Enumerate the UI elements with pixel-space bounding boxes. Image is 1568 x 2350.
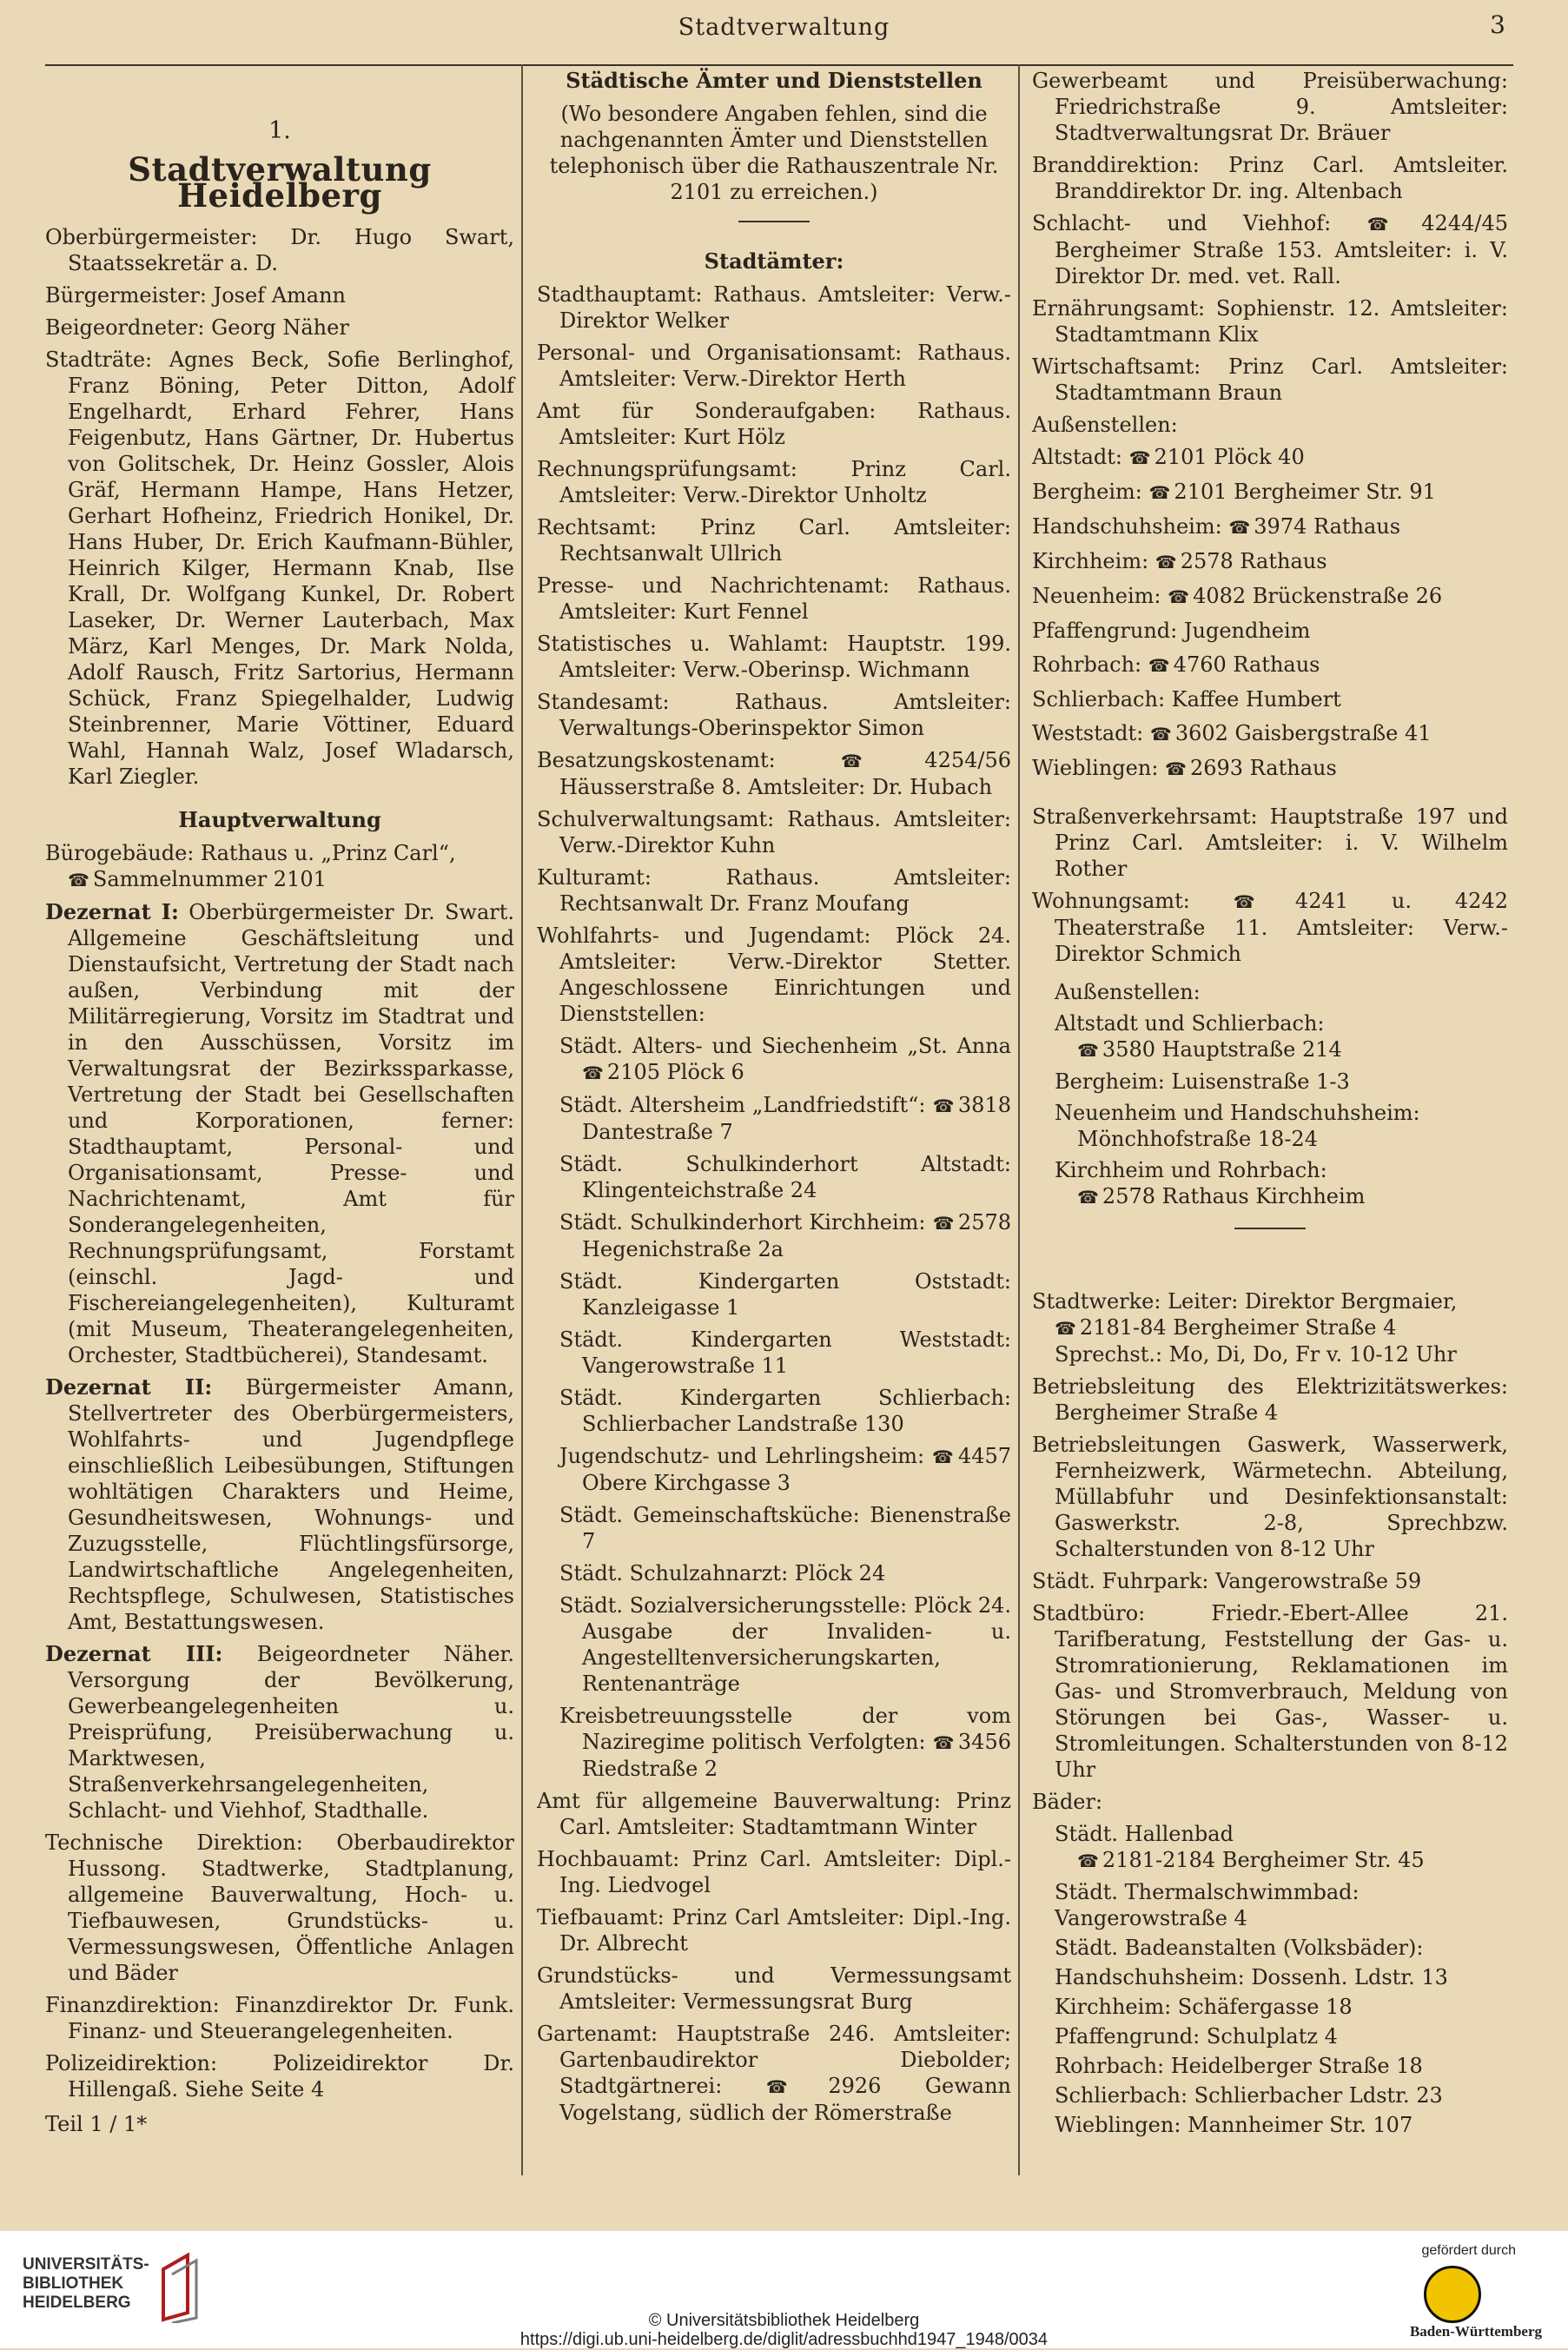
wohnung-detail: 3580 Hauptstraße 214 xyxy=(1102,1037,1342,1062)
aussenstelle-entry xyxy=(1032,479,1508,506)
aussenstelle-place: Pfaffengrund: Jugendheim xyxy=(1032,619,1311,643)
einrichtung-name: Jugendschutz- und Lehrlingsheim: xyxy=(559,1444,925,1468)
einrichtung-name: Städt. Alters- und Siechenheim „St. Anna xyxy=(559,1034,1011,1058)
wohnung-detail-line xyxy=(1055,1184,1365,1208)
aussenstellen-label: Außenstellen: xyxy=(1032,413,1178,437)
werk-entry: Betriebsleitungen Gaswerk, Wasserwerk, Fernheizwerk, Wärmetechn. Abteilung, Müllabfuhr und Desinfektionsanstalt: Gaswerkstr. 2-8, Sprechbzw. Schalterstunden von 8-12 Uhr xyxy=(1032,1433,1508,1561)
phone-icon xyxy=(933,1210,958,1235)
einrichtung-entry xyxy=(537,1209,1011,1262)
section-title: Stadtverwaltung Heidelberg xyxy=(128,150,432,215)
amt-entry: Hochbauamt: Prinz Carl. Amtsleiter: Dipl.-Ing. Liedvogel xyxy=(537,1847,1011,1897)
amt-entry: Wohlfahrts- und Jugendamt: Plöck 24. Amtsleiter: Verw.-Direktor Stetter. Angeschlossene Einrichtungen und Dienststellen: xyxy=(537,923,1011,1026)
logo-line-1: UNIVERSITÄTS- xyxy=(23,2255,149,2274)
bad-entry: Handschuhsheim: Dossenh. Ldstr. 13 xyxy=(1055,1965,1448,1989)
aussenstelle-place: Bergheim: xyxy=(1032,480,1142,504)
bad-entry: Rohrbach: Heidelberger Straße 18 xyxy=(1055,2054,1423,2078)
amt-entry: Branddirektion: Prinz Carl. Amtsleiter. Branddirektor Dr. ing. Altenbach xyxy=(1032,153,1508,203)
hallenbad-entry xyxy=(1032,1821,1508,1874)
phone-icon xyxy=(1129,445,1154,469)
stadtwerke-label: Stadtwerke: Leiter: Direktor Bergmaier, xyxy=(1032,1289,1458,1314)
amt-entry: Kulturamt: Rathaus. Amtsleiter: Rechtsanwalt Dr. Franz Moufang xyxy=(537,865,1011,916)
einrichtung-entry xyxy=(537,1092,1011,1145)
einrichtung-name: Städt. Schulkinderhort Altstadt: Klingenteichstraße 24 xyxy=(559,1152,1011,1202)
phone-detail: 3602 Gaisbergstraße 41 xyxy=(1174,721,1432,745)
einrichtung-name: Städt. Schulkinderhort Kirchheim: xyxy=(559,1210,926,1235)
hauptverwaltung-heading: Hauptverwaltung xyxy=(178,807,381,832)
amt-entry: Rechtsamt: Prinz Carl. Amtsleiter: Rechtsanwalt Ullrich xyxy=(537,515,1011,566)
phone-icon xyxy=(933,1093,958,1117)
phone-icon xyxy=(1367,211,1422,235)
sheet-signature: Teil 1 / 1* xyxy=(45,2112,148,2136)
aussenstelle-entry xyxy=(1032,548,1508,575)
aussenstellen-list xyxy=(1032,444,1508,782)
permalink-url[interactable]: https://digi.ub.uni-heidelberg.de/diglit/adressbuchhd1947_1948/0034 xyxy=(519,2330,1049,2349)
wohnung-detail-line xyxy=(1055,1037,1342,1062)
wohnung-area: Altstadt und Schlierbach: xyxy=(1055,1011,1325,1036)
wohnungsamt-detail: 4241 u. 4242 Theaterstraße 11. Amtsleiter: Verw.-Direktor Schmich xyxy=(1055,889,1508,966)
hallenbad-phone: 2181-2184 Bergheimer Str. 45 xyxy=(1102,1848,1425,1872)
amt-entry: Rechnungsprüfungsamt: Prinz Carl. Amtsleiter: Verw.-Direktor Unholtz xyxy=(537,457,1011,507)
aemter-list-3 xyxy=(1032,68,1508,204)
wohnungsamt-entry xyxy=(1032,888,1508,967)
header-rule xyxy=(45,64,1513,66)
phone-icon xyxy=(766,2074,829,2098)
phone-icon xyxy=(933,1730,958,1754)
einrichtung-entry xyxy=(537,1151,1011,1203)
phone-icon xyxy=(932,1444,958,1468)
amt-entry: Statistisches u. Wahlamt: Hauptstr. 199. Amtsleiter: Verw.-Oberinsp. Wichmann xyxy=(537,632,1011,682)
funded-by-label: gefördert durch xyxy=(1421,2243,1516,2258)
column-middle xyxy=(537,68,1011,2132)
einrichtung-name: Städt. Gemeinschaftsküche: Bienenstraße 7 xyxy=(559,1503,1011,1553)
schlachthof-entry xyxy=(1032,210,1508,289)
einrichtung-entry xyxy=(537,1268,1011,1321)
dezernat-2-text: Bürgermeister Amann, Stellvertreter des Oberbürgermeisters, Wohlfahrts- und Jugendpflege einschließlich Leibesübungen, Stiftungen wohltätigen Charakters und Heime, Gesundheitswesen, Wohnungs- und Zuzugsstelle, Flüchtlingsfürsorge, Landwirtschaftliche Angelegenheiten, Rechtspflege, Schulwesen, Statistisches Amt, Bestattungswesen. xyxy=(68,1375,514,1634)
bad-entry: Städt. Badeanstalten (Volksbäder): xyxy=(1055,1936,1424,1960)
logo-line-2: BIBLIOTHEK xyxy=(23,2274,124,2293)
dezernat-3-label: Dezernat III: xyxy=(45,1641,223,1666)
phone-icon xyxy=(1077,1037,1102,1062)
direktion-entry: Technische Direktion: Oberbaudirektor Hussong. Stadtwerke, Stadtplanung, allgemeine Bauverwaltung, Hoch- u. Tiefbauwesen, Grundstücks- u. Vermessungswesen, Öffentliche Anlagen und Bäder xyxy=(45,1830,514,1985)
phone-icon xyxy=(841,748,924,772)
amt-entry: Presse- und Nachrichtenamt: Rathaus. Amtsleiter: Kurt Fennel xyxy=(537,573,1011,624)
direktion-entry: Polizeidirektion: Polizeidirektor Dr. Hillengaß. Siehe Seite 4 xyxy=(45,2051,514,2102)
einrichtung-name: Städt. Sozialversicherungsstelle: Plöck 24. Ausgabe der Invaliden- u. Angestelltenversicherungskarten, Rentenanträge xyxy=(559,1593,1011,1696)
amt-entry: Gewerbeamt und Preisüberwachung: Friedrichstraße 9. Amtsleiter: Stadtverwaltungsrat Dr. Bräuer xyxy=(1032,69,1508,145)
wohnung-area: Neuenheim und Handschuhsheim: xyxy=(1055,1101,1420,1125)
aussenstelle-entry xyxy=(1032,583,1508,610)
phone-detail: 3974 Rathaus xyxy=(1254,514,1401,539)
aussenstelle-entry xyxy=(1032,686,1508,712)
wohnungsamt-label: Wohnungsamt: xyxy=(1032,889,1190,913)
einrichtungen-list xyxy=(537,1033,1011,1782)
official-entry: Stadträte: Agnes Beck, Sofie Berlinghof, Franz Böning, Peter Ditton, Adolf Engelhardt, Erhard Fehrer, Hans Feigenbutz, Hans Gärtner, Dr. Hubertus von Golitschek, Dr. Heinz Gossler, Alois Gräf, Hermann Hampe, Hans Hetzer, Gerhart Hofheinz, Friedrich Honikel, Dr. Hans Huber, Dr. Erich Kaufmann-Bühler, Heinrich Kilger, Hermann Knab, Ilse Krall, Dr. Wolfgang Kunkel, Dr. Robert Laseker, Dr. Werner Lauterbach, Max März, Karl Menges, Dr. Mark Nolda, Adolf Rausch, Fritz Sartorius, Hermann Schück, Franz Spiegelhalder, Ludwig Steinbrenner, Marie Vöttiner, Eduard Wahl, Hannah Walz, Josef Wladarsch, Karl Ziegler. xyxy=(45,348,514,789)
einrichtung-entry xyxy=(537,1033,1011,1086)
buerogebaeude-entry xyxy=(45,840,514,893)
wohnung-aussenstellen-list xyxy=(1032,1010,1508,1210)
phone-detail: 2693 Rathaus xyxy=(1189,756,1337,780)
besatzung-detail: 4254/56 Häusserstraße 8. Amtsleiter: Dr. Hubach xyxy=(559,748,1011,799)
aussenstelle-entry xyxy=(1032,755,1508,782)
wohnung-area: Kirchheim und Rohrbach: xyxy=(1055,1158,1327,1182)
wohnung-aussenstellen-label: Außenstellen: xyxy=(1055,980,1201,1004)
phone-icon xyxy=(1155,549,1181,573)
phone-icon xyxy=(1168,584,1193,608)
amt-entry: Standesamt: Rathaus. Amtsleiter: Verwaltungs-Oberinspektor Simon xyxy=(537,690,1011,740)
phone-icon xyxy=(68,867,93,891)
amt-entry: Amt für allgemeine Bauverwaltung: Prinz Carl. Amtsleiter: Stadtamtmann Winter xyxy=(537,1789,1011,1839)
einrichtung-name: Städt. Kindergarten Schlierbach: Schlierbacher Landstraße 130 xyxy=(559,1386,1011,1436)
schlachthof-label: Schlacht- und Viehhof: xyxy=(1032,211,1332,235)
wohnung-aussenstelle-entry xyxy=(1032,1010,1508,1063)
short-rule-2 xyxy=(1234,1228,1306,1229)
dezernat-2-entry xyxy=(45,1374,514,1635)
stadtwerke-hours: Sprechst.: Mo, Di, Do, Fr v. 10-12 Uhr xyxy=(1055,1342,1457,1367)
phone-icon xyxy=(1149,480,1174,504)
einrichtung-entry xyxy=(537,1592,1011,1697)
einrichtung-name: Städt. Schulzahnarzt: Plöck 24 xyxy=(559,1561,886,1585)
phone-icon xyxy=(1055,1848,1102,1872)
phone-icon xyxy=(1150,721,1175,745)
besatzungskostenamt-entry xyxy=(537,747,1011,800)
phone-detail: 4760 Rathaus xyxy=(1173,652,1320,677)
bauaemter-list xyxy=(537,1788,1011,2015)
amt-entry: Personal- und Organisationsamt: Rathaus. Amtsleiter: Verw.-Direktor Herth xyxy=(537,341,1011,391)
einrichtung-entry xyxy=(537,1385,1011,1437)
amt-entry: Wirtschaftsamt: Prinz Carl. Amtsleiter: Stadtamtmann Braun xyxy=(1032,354,1508,405)
wohnung-aussenstelle-entry xyxy=(1032,1100,1508,1152)
amt-entry: Ernährungsamt: Sophienstr. 12. Amtsleiter: Stadtamtmann Klix xyxy=(1032,296,1508,347)
phone-detail: 3456 Riedstraße 2 xyxy=(582,1730,1011,1781)
buerogebaeude-text: Bürogebäude: Rathaus u. „Prinz Carl“, xyxy=(45,841,456,865)
phone-icon xyxy=(1077,1184,1102,1208)
bad-entry: Städt. Thermalschwimmbad: Vangerowstraße 4 xyxy=(1055,1880,1360,1930)
gartenamt-text: Gartenamt: Hauptstraße 246. Amtsleiter: Gartenbaudirektor Diebolder; Stadtgärtnerei: xyxy=(537,2022,1011,2098)
bad-entry: Pfaffengrund: Schulplatz 4 xyxy=(1055,2024,1338,2049)
bad-entry: Schlierbach: Schlierbacher Ldstr. 23 xyxy=(1055,2083,1443,2108)
einrichtung-entry xyxy=(537,1443,1011,1496)
einrichtung-name: Kreisbetreuungsstelle der vom Naziregime politisch Verfolgten: xyxy=(559,1704,1011,1754)
aemter-intro: (Wo besondere Angaben fehlen, sind die nachgenannten Ämter und Dienststellen telephonisch über die Rathauszentrale Nr. 2101 zu erreichen.) xyxy=(549,102,999,204)
baeder-list xyxy=(1032,1879,1508,2138)
aussenstelle-place: Weststadt: xyxy=(1032,721,1144,745)
stadtwerke-phone: 2181-84 Bergheimer Straße 4 xyxy=(1079,1315,1397,1340)
einrichtung-entry xyxy=(537,1703,1011,1782)
phone-detail: 4457 Obere Kirchgasse 3 xyxy=(582,1444,1011,1495)
werk-entry: Betriebsleitung des Elektrizitätswerkes: Bergheimer Straße 4 xyxy=(1032,1374,1508,1425)
aussenstelle-place: Kirchheim: xyxy=(1032,549,1149,573)
einrichtung-entry xyxy=(537,1327,1011,1379)
page-number: 3 xyxy=(1490,10,1505,39)
gartenamt-entry xyxy=(537,2021,1011,2126)
direktion-entry: Finanzdirektion: Finanzdirektor Dr. Funk. Finanz- und Steuerangelegenheiten. xyxy=(45,1993,514,2043)
running-title: Stadtverwaltung xyxy=(678,14,890,41)
amt-entry: Tiefbauamt: Prinz Carl Amtsleiter: Dipl.-Ing. Dr. Albrecht xyxy=(537,1905,1011,1956)
library-footer xyxy=(0,2231,1568,2348)
dezernat-1-text: Oberbürgermeister Dr. Swart. Allgemeine Geschäftsleitung und Dienstaufsicht, Vertretung der Stadt nach außen, Verbindung mit der Militärregierung, Vorsitz im Stadtrat und in den Ausschüssen, Vorsitz im Verwaltungsrat der Bezirkssparkasse, Vertretung der Stadt bei Gesellschaften und Korporationen, ferner: Stadthauptamt, Personal- und Organisationsamt, Presse- und Nachrichtenamt, Amt für Sonderangelegenheiten, Rechnungsprüfungsamt, Forstamt (einschl. Jagd- und Fischereiangelegenheiten), Kulturamt (mit Museum, Theaterangelegenheiten, Orchester, Stadtbücherei), Standesamt. xyxy=(68,900,514,1367)
stadtwerke-list xyxy=(1032,1374,1508,1783)
wohnung-aussenstelle-entry xyxy=(1032,1157,1508,1210)
dezernat-1-entry xyxy=(45,899,514,1368)
phone-icon xyxy=(1055,1315,1080,1340)
dezernat-3-entry xyxy=(45,1641,514,1824)
amt-entry: Stadthauptamt: Rathaus. Amtsleiter: Verw.-Direktor Welker xyxy=(537,282,1011,333)
aemter-list-4 xyxy=(1032,295,1508,406)
wohnung-detail-line xyxy=(1055,1127,1318,1151)
einrichtung-entry xyxy=(537,1502,1011,1554)
amt-entry: Amt für Sonderaufgaben: Rathaus. Amtsleiter: Kurt Hölz xyxy=(537,399,1011,449)
aemter-heading: Städtische Ämter und Dienststellen xyxy=(566,68,982,93)
aussenstelle-entry xyxy=(1032,444,1508,471)
phone-icon xyxy=(582,1060,607,1084)
stadtaemter-heading: Stadtämter: xyxy=(704,248,844,274)
dezernat-1-label: Dezernat I: xyxy=(45,899,179,924)
aussenstelle-place: Wieblingen: xyxy=(1032,756,1159,780)
bad-entry: Wieblingen: Mannheimer Str. 107 xyxy=(1055,2113,1413,2137)
buerogebaeude-phone: Sammelnummer 2101 xyxy=(92,867,327,891)
column-left xyxy=(45,68,514,2137)
phone-icon xyxy=(1234,889,1295,913)
phone-icon xyxy=(1165,756,1190,780)
einrichtung-name: Städt. Kindergarten Weststadt: Vangerowstraße 11 xyxy=(559,1327,1011,1378)
aussenstelle-place: Handschuhsheim: xyxy=(1032,514,1222,539)
phone-detail: 2101 Bergheimer Str. 91 xyxy=(1174,480,1436,504)
stadtaemter-list-2 xyxy=(537,806,1011,1027)
bad-entry: Kirchheim: Schäfergasse 18 xyxy=(1055,1995,1353,2019)
stadtaemter-list xyxy=(537,281,1011,741)
stadtwerke-entry xyxy=(1032,1288,1508,1367)
dezernat-3-text: Beigeordneter Näher. Versorgung der Bevölkerung, Gewerbeangelegenheiten u. Preisprüfung, Preisüberwachung u. Marktwesen, Straßenverkehrsangelegenheiten, Schlacht- und Viehhof, Stadthalle. xyxy=(68,1642,514,1823)
einrichtung-entry xyxy=(537,1560,1011,1586)
column-divider-1 xyxy=(521,64,523,2175)
aussenstelle-place: Neuenheim: xyxy=(1032,584,1161,608)
wohnung-detail: Mönchhofstraße 18-24 xyxy=(1077,1127,1318,1151)
besatzung-label: Besatzungskostenamt: xyxy=(537,748,776,772)
einrichtung-name: Städt. Kindergarten Oststadt: Kanzleigasse 1 xyxy=(559,1269,1011,1320)
aussenstelle-entry xyxy=(1032,618,1508,644)
phone-detail: 4082 Brückenstraße 26 xyxy=(1193,584,1443,608)
phone-detail: 2578 Hegenichstraße 2a xyxy=(582,1210,1011,1261)
wohnung-area: Bergheim: Luisenstraße 1-3 xyxy=(1055,1069,1350,1094)
einrichtung-name: Städt. Altersheim „Landfriedstift“: xyxy=(559,1093,926,1117)
copyright-notice: © Universitätsbibliothek Heidelberg xyxy=(648,2311,920,2330)
library-logo[interactable] xyxy=(23,2255,149,2313)
phone-icon xyxy=(1228,514,1254,539)
amt-entry: Schulverwaltungsamt: Rathaus. Amtsleiter: Verw.-Direktor Kuhn xyxy=(537,807,1011,857)
aussenstelle-place: Altstadt: xyxy=(1032,445,1123,469)
dezernat-2-label: Dezernat II: xyxy=(45,1374,213,1400)
phone-detail: 2101 Plöck 40 xyxy=(1154,445,1305,469)
schlachthof-detail: 4244/45 Bergheimer Straße 153. Amtsleiter: i. V. Direktor Dr. med. vet. Rall. xyxy=(1055,211,1508,288)
strassenverkehrsamt-entry: Straßenverkehrsamt: Hauptstraße 197 und Prinz Carl. Amtsleiter: i. V. Wilhelm Rother xyxy=(1032,804,1508,881)
werk-entry: Stadtbüro: Friedr.-Ebert-Allee 21. Tarifberatung, Feststellung der Gas- u. Stromrationierung, Reklamationen im Gas- und Stromverbrauch, Meldung von Störungen bei Gas-, Wasser- u. Stromleitungen. Schalterstunden von 8-12 Uhr xyxy=(1032,1601,1508,1782)
aussenstelle-entry xyxy=(1032,513,1508,540)
hallenbad-label: Städt. Hallenbad xyxy=(1055,1822,1234,1846)
werk-entry: Städt. Fuhrpark: Vangerowstraße 59 xyxy=(1032,1569,1422,1593)
funder-name[interactable]: Baden-Württemberg xyxy=(1409,2323,1542,2340)
wohnung-detail: 2578 Rathaus Kirchheim xyxy=(1102,1184,1366,1208)
aussenstelle-place: Rohrbach: xyxy=(1032,652,1142,677)
column-right xyxy=(1032,68,1508,2141)
phone-icon xyxy=(1148,652,1174,677)
phone-detail: 3818 Dantestraße 7 xyxy=(582,1093,1011,1144)
aussenstelle-place: Schlierbach: Kaffee Humbert xyxy=(1032,687,1341,712)
baeder-label: Bäder: xyxy=(1032,1790,1103,1814)
column-divider-2 xyxy=(1018,64,1020,2175)
logo-line-3: HEIDELBERG xyxy=(23,2294,131,2312)
phone-detail: 2578 Rathaus xyxy=(1180,549,1327,573)
official-entry: Beigeordneter: Georg Näher xyxy=(45,315,349,340)
officials-list xyxy=(45,224,514,790)
direktionen-list xyxy=(45,1830,514,2102)
section-number: 1. xyxy=(268,117,291,144)
short-rule xyxy=(738,221,810,222)
aussenstelle-entry xyxy=(1032,720,1508,747)
phone-detail: 2105 Plöck 6 xyxy=(606,1060,744,1084)
official-entry: Oberbürgermeister: Dr. Hugo Swart, Staatssekretär a. D. xyxy=(45,225,514,275)
aussenstelle-entry xyxy=(1032,652,1508,679)
gartenamt-detail: 2926 Gewann Vogelstang, südlich der Römerstraße xyxy=(559,2074,1011,2125)
state-crest-icon xyxy=(1424,2266,1481,2323)
official-entry: Bürgermeister: Josef Amann xyxy=(45,283,347,308)
amt-entry: Grundstücks- und Vermessungsamt Amtsleiter: Vermessungsrat Burg xyxy=(537,1963,1011,2014)
wohnung-aussenstelle-entry xyxy=(1032,1069,1508,1095)
